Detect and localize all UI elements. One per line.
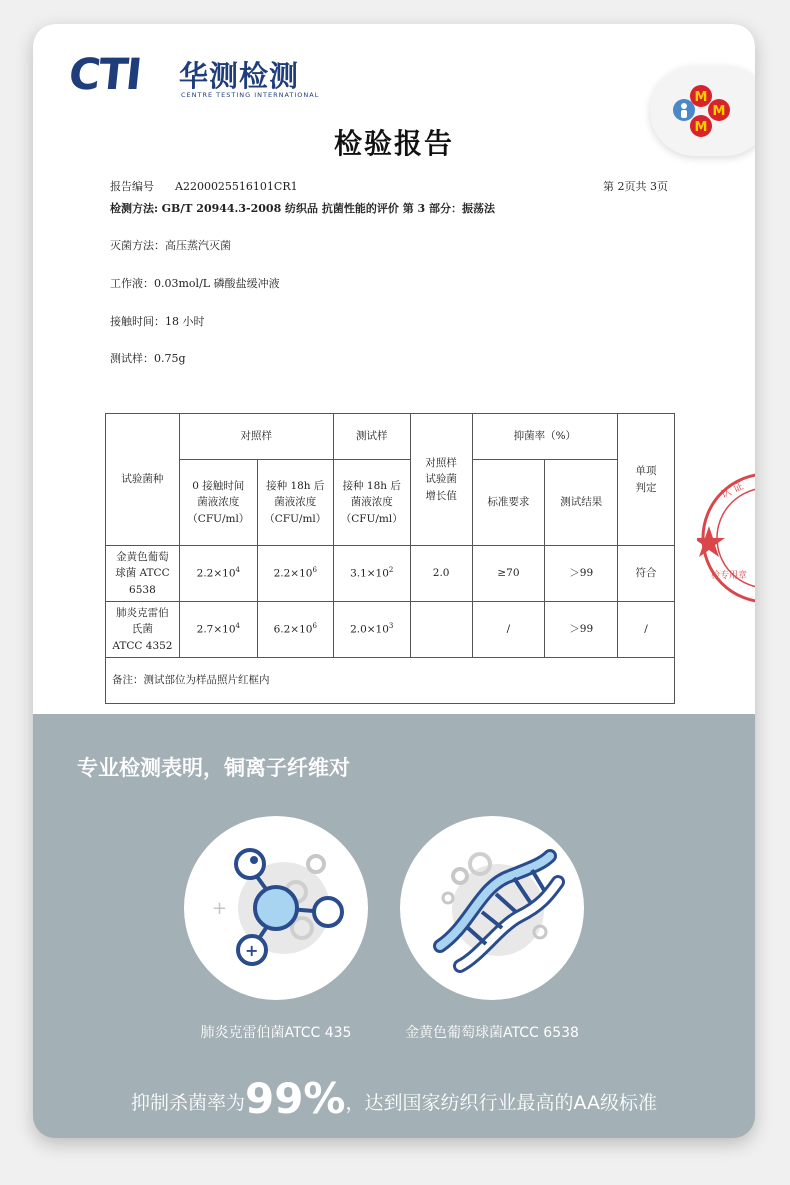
page-indicator: 第 2页共 3页 [603,180,668,193]
cell-result: ＞99 [545,546,618,602]
logo-english-name: CENTRE TESTING INTERNATIONAL [181,91,320,99]
claim-prefix: 抑制杀菌率为 [130,1092,245,1114]
cell-growth: 2.0 [410,546,472,602]
cell-strain: 肺炎克雷伯 氏菌 ATCC 4352 [106,602,180,658]
svg-text:+: + [212,898,228,919]
dna-caption: 金黄色葡萄球菌ATCC 6538 [405,1025,579,1041]
cell-verdict: / [618,602,675,658]
cell-requirement: / [472,602,545,658]
header-rate: 抑菌率（%） [472,414,618,460]
sterilization-method: 灭菌方法：高压蒸汽灭菌 [110,239,231,252]
report-title: 检验报告 [333,127,454,160]
promo-headline: 专业检测表明，铜离子纤维对 [77,756,350,780]
subheader-test-18h: 接种 18h 后 菌液浓度 （CFU/ml） [333,460,410,546]
molecule-icon [184,816,368,1000]
cell-strain: 金黄色葡萄 球菌 ATCC 6538 [106,546,180,602]
svg-text:检专用章: 检专用章 [711,571,748,581]
working-solution: 工作液：0.03mol/L 磷酸盐缓冲液 [110,277,280,290]
test-method-label: 检测方法: [110,202,159,215]
header-strain: 试验菌种 [106,414,180,546]
test-report-document [33,24,755,714]
cell-verdict: 符合 [618,546,675,602]
header-growth: 对照样 试验菌 增长值 [410,414,472,546]
header-control: 对照样 [179,414,333,460]
bottom-claim [33,1074,755,1123]
table-note: 备注：测试部位为样品照片红框内 [106,658,675,704]
svg-text:M: M [712,104,726,119]
cell-control-0h: $2.7\times 10^4$ [179,602,257,658]
molecule-feature [184,816,368,1000]
logo-chinese-name: 华测检测 [179,59,300,93]
subheader-result: 测试结果 [545,460,618,546]
report-number-row [110,178,298,194]
cell-test-18h: $3.1\times 10^2$ [333,546,410,602]
cell-requirement: ≥70 [472,546,545,602]
logo-mark: CTI [66,50,143,100]
test-method: GB/T 20944.3-2008 纺织品 抗菌性能的评价 第 3 部分：振荡法 [161,202,496,215]
molecule-caption: 肺炎克雷伯菌ATCC 435 [200,1025,352,1041]
cell-growth [410,602,472,658]
cell-control-18h: $6.2\times 10^6$ [257,602,333,658]
cell-result: ＞99 [545,602,618,658]
red-certification-seal [697,468,755,608]
subheader-requirement: 标准要求 [472,460,545,546]
svg-text:+: + [245,941,259,960]
cell-control-0h: $2.2\times 10^4$ [179,546,257,602]
test-sample: 测试样：0.75g [110,352,186,365]
product-card [33,24,755,1138]
svg-text:M: M [694,90,708,105]
dna-feature [400,816,584,1000]
svg-text:M: M [694,120,708,135]
report-number-label: 报告编号 [110,180,154,193]
report-number: A2200025516101CR1 [175,180,298,193]
test-method-row [110,200,495,216]
table-row [106,602,675,658]
claim-suffix: ，达到国家纺织行业最高的AA级标准 [345,1092,658,1114]
dna-icon [400,816,584,1000]
subheader-control-18h: 接种 18h 后 菌液浓度 （CFU/ml） [257,460,333,546]
header-test: 测试样 [333,414,410,460]
table-row [106,546,675,602]
svg-text:认 证: 认 证 [719,480,746,501]
subheader-control-0h: 0 接触时间 菌液浓度 （CFU/ml） [179,460,257,546]
claim-percentage: 99% [244,1074,346,1123]
cell-control-18h: $2.2\times 10^6$ [257,546,333,602]
cell-test-18h: $2.0\times 10^3$ [333,602,410,658]
antibacterial-results-table [105,413,675,704]
contact-time: 接触时间：18 小时 [110,315,205,328]
header-verdict: 单项 判定 [618,414,675,546]
